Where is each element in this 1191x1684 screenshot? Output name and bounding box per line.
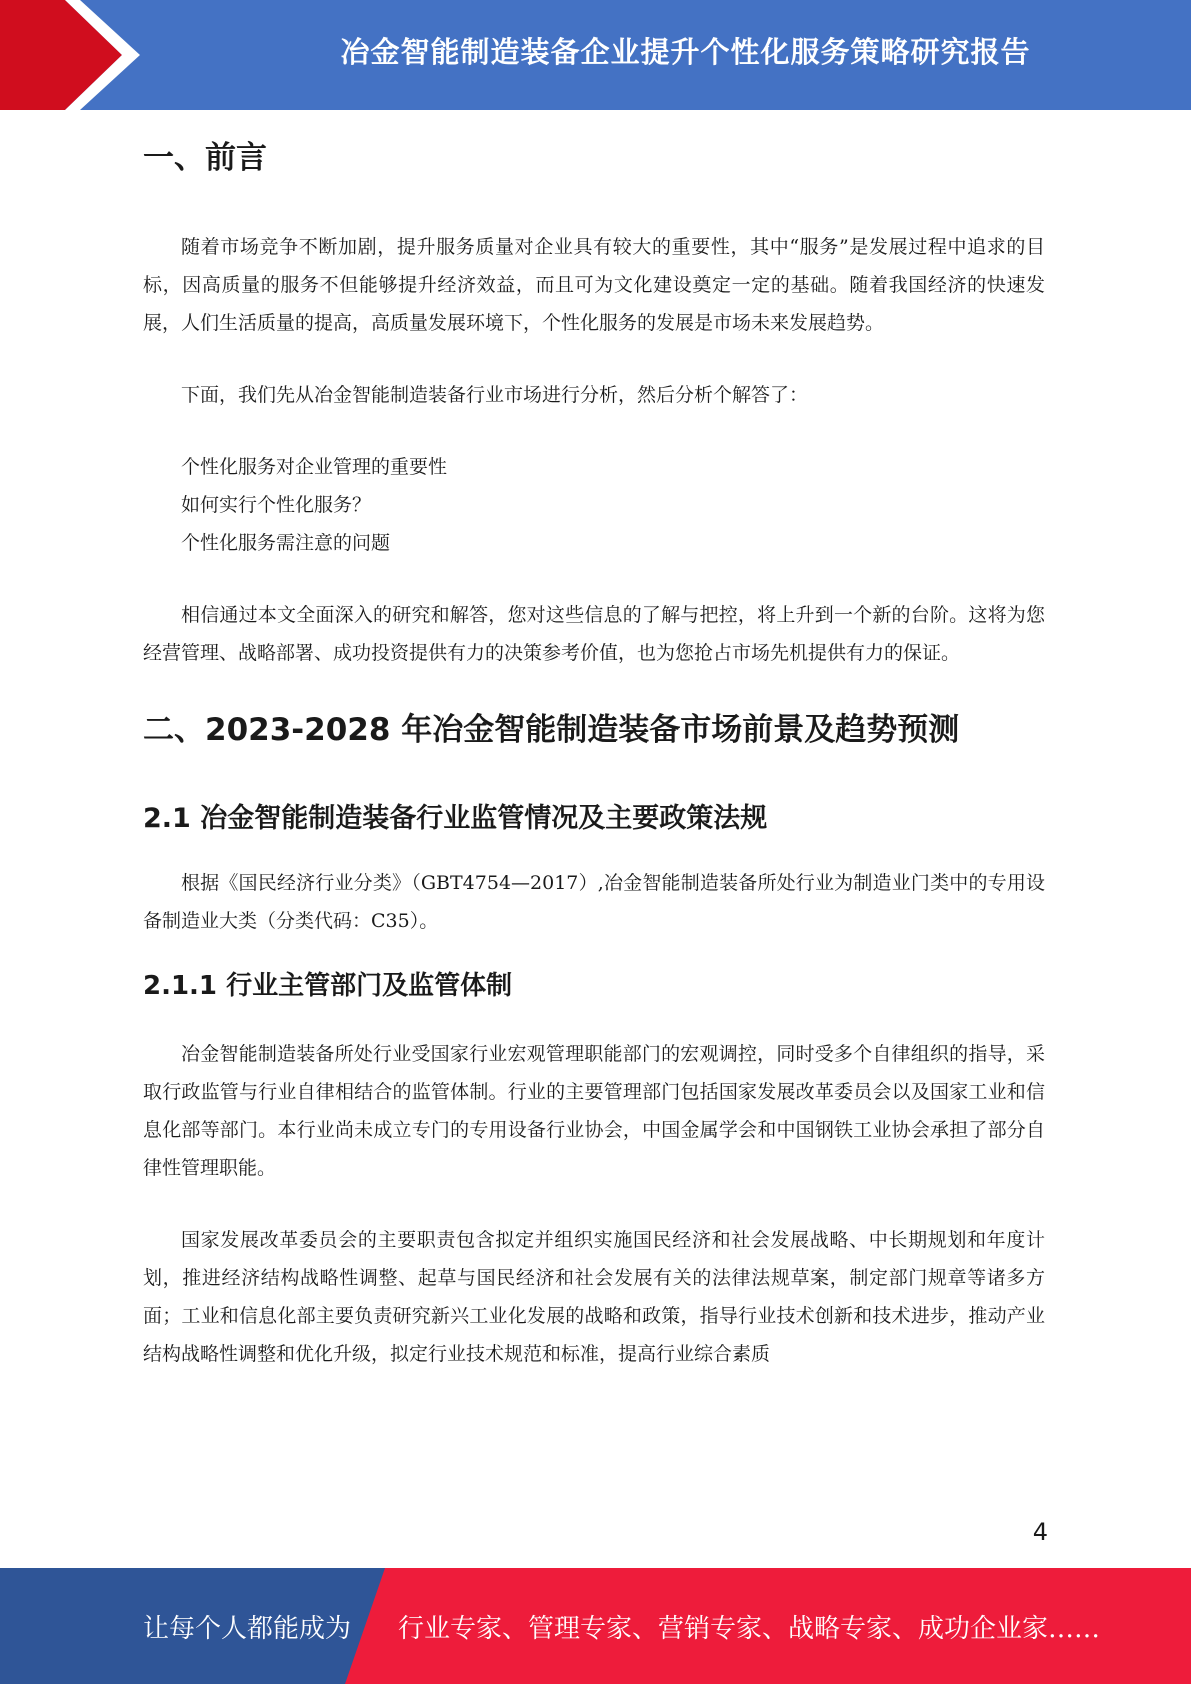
document-body [143, 110, 1045, 1373]
header-arrow-decoration [0, 0, 160, 110]
section-1-paragraph-2: 下面，我们先从冶金智能制造装备行业市场进行分析，然后分析个解答了： [181, 384, 809, 407]
list-item: 如何实行个性化服务？ [181, 494, 372, 517]
list-item: 个性化服务对企业管理的重要性 [181, 456, 448, 479]
section-1-paragraph-1: 随着市场竞争不断加剧，提升服务质量对企业具有较大的重要性，其中“服务”是发展过程中追求的目标，因高质量的服务不但能够提升经济效益，而且可为文化建设奠定一定的基础。随着我国经济的快速发展，人们生活质量的提高，高质量发展环境下，个性化服务的发展是市场未来发展趋势。 [143, 236, 1045, 335]
section-1-paragraph-3: 相信通过本文全面深入的研究和解答，您对这些信息的了解与把控，将上升到一个新的台阶。这将为您经营管理、战略部署、成功投资提供有力的决策参考价值，也为您抢占市场先机提供有力的保证。 [143, 604, 1045, 665]
section-2-1-1-paragraph-2: 国家发展改革委员会的主要职责包含拟定并组织实施国民经济和社会发展战略、中长期规划和年度计划，推进经济结构战略性调整、起草与国民经济和社会发展有关的法律法规草案，制定部门规章等诸多方面；工业和信息化部主要负责研究新兴工业化发展的战略和政策，指导行业技术创新和技术进步，推动产业结构战略性调整和优化升级，拟定行业技术规范和标准，提高行业综合素质 [143, 1229, 1045, 1366]
section-2-1-1-paragraph-1: 冶金智能制造装备所处行业受国家行业宏观管理职能部门的宏观调控，同时受多个自律组织的指导，采取行政监管与行业自律相结合的监管体制。行业的主要管理部门包括国家发展改革委员会以及国家工业和信息化部等部门。本行业尚未成立专门的专用设备行业协会，中国金属学会和中国钢铁工业协会承担了部分自律性管理职能。 [143, 1043, 1045, 1180]
footer-slogan-left: 让每个人都能成为 [143, 1613, 352, 1644]
report-title: 冶金智能制造装备企业提升个性化服务策略研究报告 [340, 34, 1031, 69]
section-2-1-1-heading: 2.1.1 行业主管部门及监管体制 [143, 970, 513, 1001]
section-2-1-heading: 2.1 冶金智能制造装备行业监管情况及主要政策法规 [143, 802, 768, 834]
section-2-1-paragraph-1: 根据《国民经济行业分类》（GBT4754—2017）,冶金智能制造装备所处行业为制造业门类中的专用设备制造业大类（分类代码：C35）。 [143, 871, 1045, 932]
question-list [143, 448, 1045, 562]
section-1-heading: 一、前言 [143, 140, 267, 176]
footer-slogan-right: 行业专家、管理专家、营销专家、战略专家、成功企业家…… [398, 1613, 1101, 1644]
section-2-heading: 二、2023-2028 年冶金智能制造装备市场前景及趋势预测 [143, 712, 960, 749]
page-number: 4 [1032, 1518, 1048, 1546]
list-item: 个性化服务需注意的问题 [181, 532, 391, 555]
header-banner [0, 0, 1191, 110]
footer-banner [0, 1568, 1191, 1684]
